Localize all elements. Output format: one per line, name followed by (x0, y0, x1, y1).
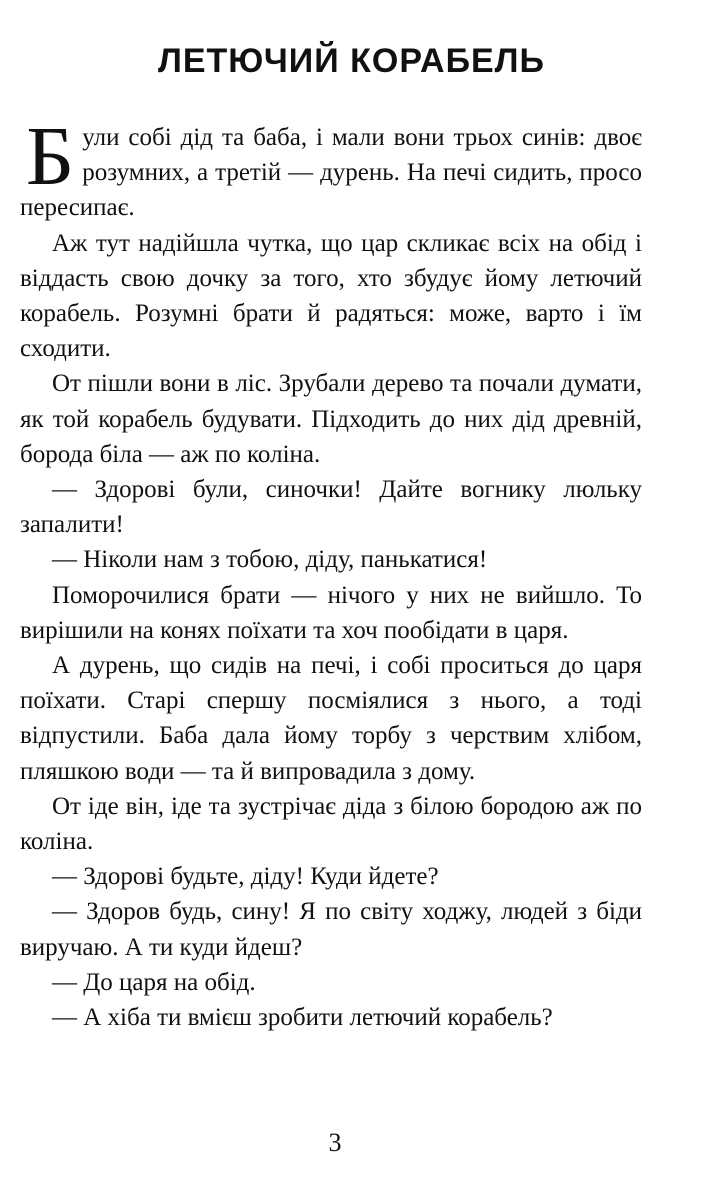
paragraph-1-text: ули собі дід та баба, і мали вони трьох синів: двоє розумних, а третій — дурень. На печі сидить, просо пересипає. (20, 124, 642, 222)
paragraph-7: А дурень, що сидів на печі, і собі проситься до царя поїхати. Старі спершу посміялися з нього, а тоді відпустили. Баба дала йому торбу з черствим хлібом, пляшкою води — та й випровадила з дому. (20, 652, 642, 785)
paragraph-2: Аж тут надійшла чутка, що цар скликає всіх на обід і віддасть свою дочку за того, хто збудує йому летючий корабель. Розумні брати й радяться: може, варто і їм сходити. (20, 229, 642, 363)
page-number: 3 (328, 1128, 342, 1157)
paragraph-4: — Здорові були, синочки! Дайте вогнику люльку запалити! (20, 476, 642, 539)
paragraph-6: Поморочилися брати — нічого у них не вийшло. То вирішили на конях поїхати та хоч пообідати в царя. (20, 581, 642, 644)
paragraph-11: — До царя на обід. (52, 968, 256, 996)
paragraph-1 (20, 110, 642, 226)
paragraph-8: От іде він, іде та зустрічає діда з білою бородою аж по коліна. (20, 792, 642, 856)
drop-cap: Б (26, 110, 75, 203)
story-title: ЛЕТЮЧИЙ КОРАБЕЛЬ (158, 42, 545, 80)
paragraph-3: От пішли вони в ліс. Зрубали дерево та почали думати, як той корабель будувати. Підходить до них дід древній, борода біла — аж по коліна. (20, 370, 642, 468)
story-text (20, 110, 642, 1035)
paragraph-12: — А хіба ти вмієш зробити летючий корабель? (52, 1004, 553, 1032)
paragraph-5: — Ніколи нам з тобою, діду, панькатися! (52, 546, 488, 574)
paragraph-10: — Здоров будь, сину! Я по світу ходжу, людей з біди виручаю. А ти куди йдеш? (20, 898, 642, 961)
paragraph-9: — Здорові будьте, діду! Куди йдете? (52, 863, 439, 891)
